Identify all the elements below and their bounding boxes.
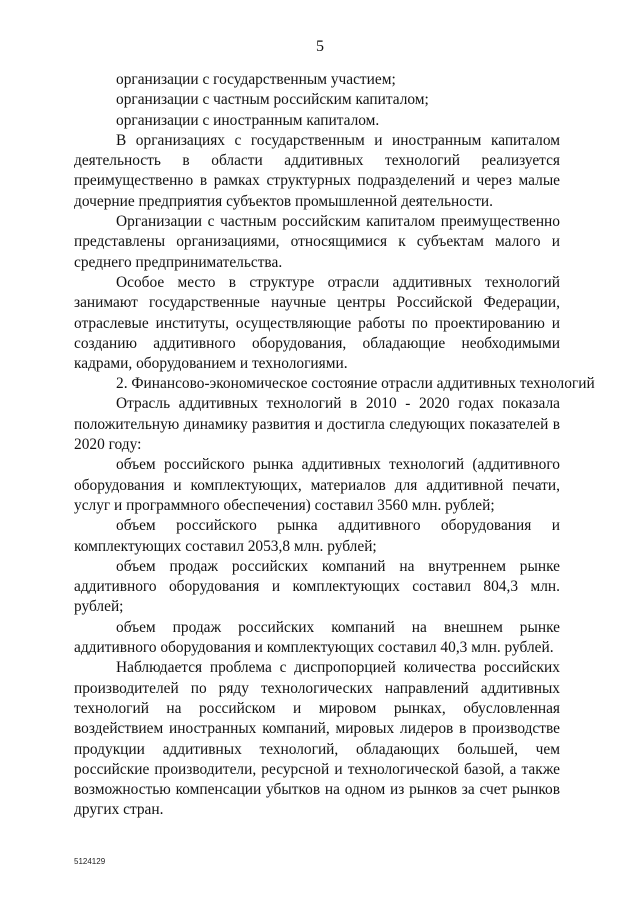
paragraph-private-organizations: Организации с частным российским капиталом преимущественно представлены организациями, относящимися к субъектам малого и среднего предпринимательства.	[74, 213, 560, 271]
paragraph-state-research-centers: Особое место в структуре отрасли аддитивных технологий занимают государственные научные центры Российской Федерации, отраслевые институты, осуществляющие работы по проектированию и созданию аддитивного оборудования, обладающие необходимыми кадрами, оборудованием и технологиями.	[74, 273, 560, 373]
paragraph-disproportion-problem: Наблюдается проблема с диспропорцией количества российских производителей по ряду технологических направлений аддитивных технологий на российском и мировом рынках, обусловленная воздействием иностранных компаний, мировых лидеров в производстве продукции аддитивных технологий, обладающих большей, чем российские производители, ресурсной и технологической базой, а также возможностью компенсации убытков на одном из рынков за счет рынков других стран.	[74, 659, 560, 819]
list-item-private-russian-capital: организации с частным российским капиталом;	[116, 91, 429, 109]
list-item-state-participation: организации с государственным участием;	[116, 71, 396, 88]
document-body	[74, 70, 595, 821]
paragraph-industry-dynamics: Отрасль аддитивных технологий в 2010 - 2020 годах показала положительную динамику развития и достигла следующих показателей в 2020 году:	[74, 395, 560, 454]
paragraph-state-foreign-organizations: В организациях с государственным и иностранным капиталом деятельность в области аддитивных технологий реализуется преимущественно в рамках структурных подразделений и через малые дочерние предприятия субъектов промышленной деятельности.	[74, 131, 560, 210]
indicator-equipment-market: объем российского рынка аддитивного оборудования и комплектующих составил 2053,8 млн. рублей;	[74, 517, 560, 555]
indicator-external-sales: объем продаж российских компаний на внешнем рынке аддитивного оборудования и комплектующих составил 40,3 млн. рублей.	[74, 618, 560, 657]
document-code: 5124129	[74, 857, 106, 866]
indicator-domestic-sales: объем продаж российских компаний на внутреннем рынке аддитивного оборудования и комплектующих составил 804,3 млн. рублей;	[74, 557, 560, 616]
page-number: 5	[316, 38, 324, 55]
section-heading: 2. Финансово-экономическое состояние отрасли аддитивных технологий	[116, 375, 595, 393]
indicator-market-volume: объем российского рынка аддитивных технологий (аддитивного оборудования и комплектующих, материалов для аддитивной печати, услуг и программного обеспечения) составил 3560 млн. рублей;	[74, 456, 560, 514]
list-item-foreign-capital: организации с иностранным капиталом.	[116, 111, 380, 129]
